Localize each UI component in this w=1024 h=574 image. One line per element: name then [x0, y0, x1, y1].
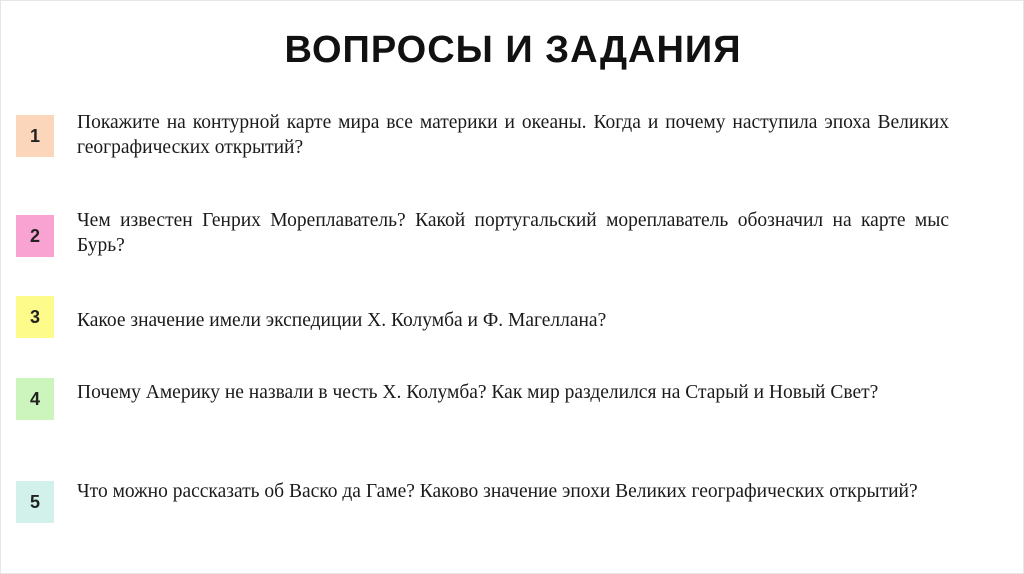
question-text: Покажите на контурной карте мира все материки и океаны. Когда и почему наступила эпоха Великих географических открытий? — [77, 112, 949, 158]
question-number-badge: 5 — [16, 481, 54, 523]
question-number-badge: 4 — [16, 378, 54, 420]
question-text: Что можно рассказать об Васко да Гаме? Каково значение эпохи Великих географических открытий? — [77, 481, 918, 502]
question-text: Чем известен Генрих Мореплаватель? Какой португальский мореплаватель обозначил на карте мыс Бурь? — [77, 210, 949, 256]
slide-title: ВОПРОСЫ И ЗАДАНИЯ — [284, 29, 742, 71]
question-text: Какое значение имели экспедиции Х. Колумба и Ф. Магеллана? — [77, 310, 607, 331]
question-number-badge: 1 — [16, 115, 54, 157]
question-text: Почему Америку не назвали в честь Х. Колумба? Как мир разделился на Старый и Новый Свет? — [77, 382, 879, 403]
question-number-badge: 2 — [16, 215, 54, 257]
question-number-badge: 3 — [16, 296, 54, 338]
